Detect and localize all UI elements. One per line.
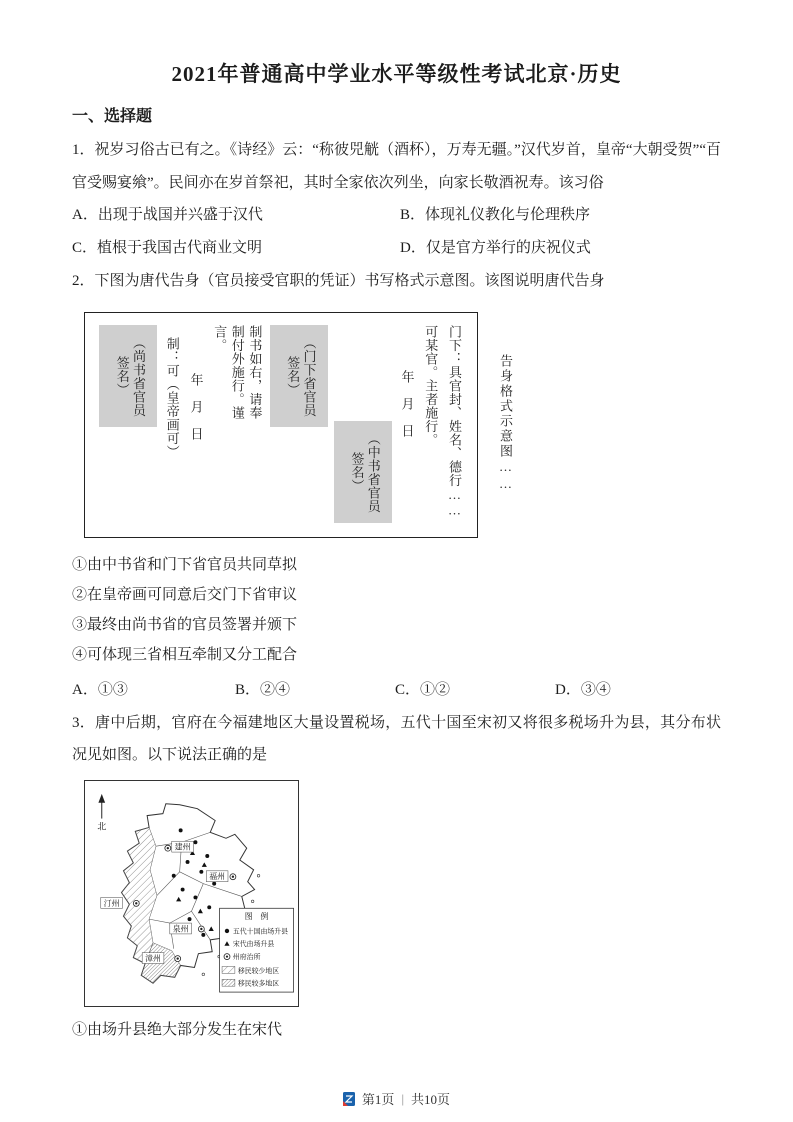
option-text: 仅是官方举行的庆祝仪式	[425, 239, 591, 256]
q2-statement-3: ③最终由尚书省的官员签署并颁下	[72, 617, 298, 634]
footer-page-number: 第1页	[361, 1092, 395, 1107]
diagram-col-kemouguan: 可某官。主者施行。	[423, 325, 439, 447]
north-label: 北	[97, 821, 107, 832]
q3-statement-1: ①由场升县绝大部分发生在宋代	[72, 1021, 283, 1038]
q2-option-b	[235, 674, 395, 707]
option-label: C．	[395, 682, 421, 699]
option-text: 植根于我国古代商业文明	[97, 239, 263, 256]
diagram-col-menxia-opening: 门下：具官封、姓名、德行……	[447, 325, 462, 519]
diagram-box-shangshusheng: （尚书省官员签名）	[99, 325, 157, 427]
diagram-box-zhongshusheng: （中书省官员签名）	[334, 421, 392, 523]
region-sparse-migration	[121, 827, 156, 963]
page-title: 2021年普通高中学业水平等级性考试北京·历史	[171, 62, 622, 86]
q2-stem: 2．下图为唐代告身（官员接受官职的凭证）书写格式示意图。该图说明唐代告身	[72, 272, 605, 289]
option-label: C．	[72, 239, 98, 256]
legend-title: 图 例	[244, 911, 269, 921]
q1-stem: 1．祝岁习俗古已有之。《诗经》云：“称彼兕觥（酒杯），万寿无疆。”汉代岁首，皇帝“大朝受贺”“百官受赐宴飨”。民间亦在岁首祭祀，其时全家依次列坐，向家长敬酒祝寿。该习俗	[72, 142, 721, 191]
q1-option-d	[400, 232, 721, 265]
option-text: ①③	[97, 682, 128, 699]
legend-hatch-dense-icon	[222, 979, 235, 986]
footer-separator: |	[401, 1090, 405, 1106]
option-label: D．	[555, 682, 581, 699]
gaoshen-diagram	[84, 312, 478, 538]
option-text: 体现礼仪教化与伦理秩序	[425, 206, 591, 223]
option-text: ③④	[580, 682, 611, 699]
legend-item-5: 移民较多地区	[237, 980, 280, 988]
q2-option-d	[555, 674, 721, 707]
north-arrow-icon	[97, 794, 106, 831]
diagram-col-zhishu: 制书如右，请奉制付外施行。谨言。	[212, 325, 263, 420]
option-text: ②④	[260, 682, 291, 699]
option-label: B．	[400, 206, 426, 223]
legend-item-1: 五代十国由场升县	[232, 928, 289, 936]
option-label: A．	[72, 206, 98, 223]
q1-option-c	[72, 232, 400, 265]
diagram-box-menxiasheng: （门下省官员签名）	[270, 325, 328, 427]
option-label: D．	[400, 239, 426, 256]
section-heading: 一、选择题	[72, 108, 153, 125]
label-tingzhou: 汀州	[103, 898, 120, 908]
q1-options	[72, 199, 721, 265]
q1-option-b	[400, 199, 721, 232]
option-label: A．	[72, 682, 98, 699]
q2-option-c	[395, 674, 555, 707]
figure-caption: 告身格式示意图……	[498, 354, 513, 494]
q3-map-figure	[84, 780, 299, 1007]
legend-item-4: 移民较少地区	[237, 967, 280, 975]
diagram-col-date-right: 年 月 日	[399, 370, 415, 438]
q2-statement-1: ①由中书省和门下省官员共同草拟	[72, 557, 298, 574]
publisher-logo-icon	[343, 1092, 355, 1106]
q2-statement-2: ②在皇帝画可同意后交门下省审议	[72, 587, 298, 604]
fujian-map	[85, 781, 297, 1005]
map-legend	[220, 908, 294, 992]
label-fuzhou: 福州	[209, 871, 226, 881]
page-footer	[0, 1089, 793, 1108]
q3-stem: 3．唐中后期，官府在今福建地区大量设置税场，五代十国至宋初又将很多税场升为县，其分布状况见如图。以下说法正确的是	[72, 715, 721, 764]
legend-dot-icon	[225, 928, 229, 932]
q2-figure	[84, 312, 721, 538]
label-jianzhou: 建州	[174, 842, 191, 852]
diagram-col-zhike: 制：可（皇帝画可）	[164, 337, 180, 459]
q2-statement-4: ④可体现三省相互牵制又分工配合	[72, 647, 298, 664]
legend-double-circle-center	[226, 955, 228, 957]
q2-statements	[72, 550, 721, 670]
option-text: ①②	[420, 682, 451, 699]
q1-option-a	[72, 199, 400, 232]
legend-item-3: 州府治所	[232, 953, 261, 961]
legend-hatch-sparse-icon	[222, 966, 235, 973]
label-zhangzhou: 漳州	[145, 953, 161, 963]
option-label: B．	[235, 682, 261, 699]
label-quanzhou: 泉州	[172, 924, 189, 934]
diagram-col-date-left: 年 月 日	[188, 373, 204, 441]
legend-item-2: 宋代由场升县	[232, 940, 275, 948]
option-text: 出现于战国并兴盛于汉代	[97, 206, 263, 223]
q2-option-a	[72, 674, 235, 707]
q2-options	[72, 674, 721, 707]
footer-total-pages: 共10页	[411, 1092, 451, 1107]
